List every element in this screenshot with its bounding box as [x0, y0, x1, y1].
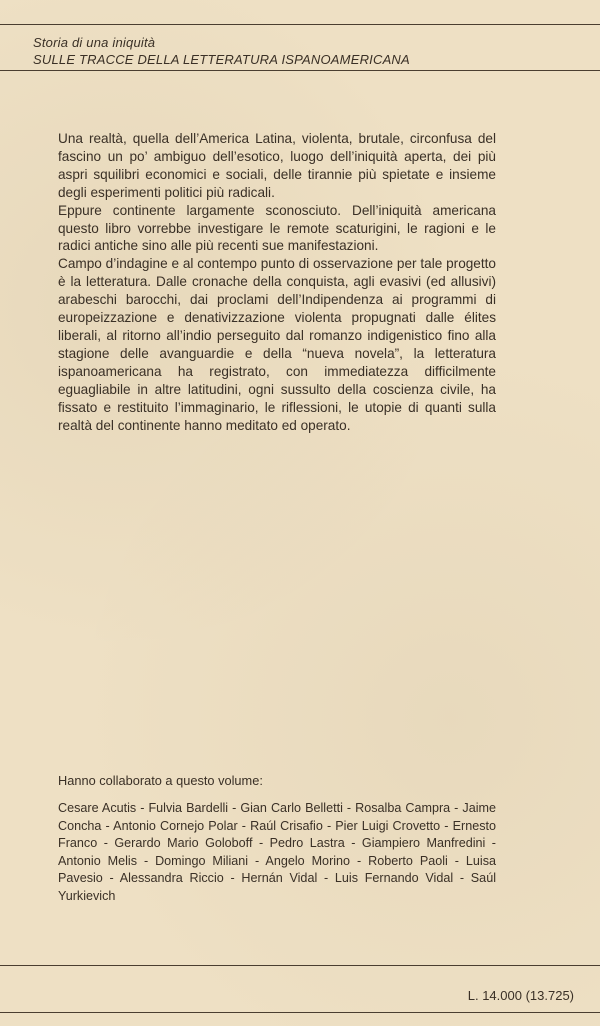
book-title: SULLE TRACCE DELLA LETTERATURA ISPANOAMERICANA	[33, 52, 410, 67]
blurb-text	[58, 130, 496, 434]
blurb-paragraph: Eppure continente largamente sconosciuto. Dell’iniquità americana questo libro vorrebbe investigare le remote scaturigini, le ragioni e le radici antiche sino alle più recenti sue manifestazioni.	[58, 202, 496, 254]
price-label: L. 14.000 (13.725)	[467, 988, 574, 1003]
series-title: Storia di una iniquità	[33, 35, 156, 50]
collaborators-list: Cesare Acutis - Fulvia Bardelli - Gian Carlo Belletti - Rosalba Campra - Jaime Concha - Antonio Cornejo Polar - Raúl Crisafio - Pier Luigi Crovetto - Ernesto Franco - Gerardo Mario Goloboff - Pedro Lastra - Giampiero Manfredini - Antonio Melis - Domingo Miliani - Angelo Morino - Roberto Paoli - Luisa Pavesio - Alessandra Riccio - Hernán Vidal - Luis Fernando Vidal - Saúl Yurkievich	[58, 801, 496, 903]
header-bottom-rule	[0, 70, 600, 71]
top-rule	[0, 24, 600, 25]
blurb-paragraph: Una realtà, quella dell’America Latina, violenta, brutale, circonfusa del fascino un po’ ambiguo dell’esotico, luogo dell’iniquità aperta, dei più aspri squilibri economici e sociali, delle tirannie più spietate e insieme degli esperimenti politici più radicali.	[58, 131, 496, 200]
collaborators-heading: Hanno collaborato a questo volume:	[58, 773, 263, 788]
footer-top-rule	[0, 965, 600, 966]
blurb-paragraph: Campo d’indagine e al contempo punto di osservazione per tale progetto è la letteratura. Dalle cronache della conquista, agli evasivi (ed allusivi) arabeschi barocchi, dai proclami dell’Indipendenza ai programmi di europeizzazione e denativizzazione violenta propugnati dalle élites liberali, al ritorno all’indio perseguito dal romanzo indigenistico fino alla stagione delle avanguardie e della “nueva novela”, la letteratura ispanoamericana ha registrato, con immediatezza difficilmente eguagliabile in altre latitudini, ogni sussulto della coscienza civile, ha fissato e restituito l’immaginario, le riflessioni, le utopie di quanti sulla realtà del continente hanno meditato ed operato.	[58, 256, 496, 433]
footer-bottom-rule	[0, 1012, 600, 1013]
